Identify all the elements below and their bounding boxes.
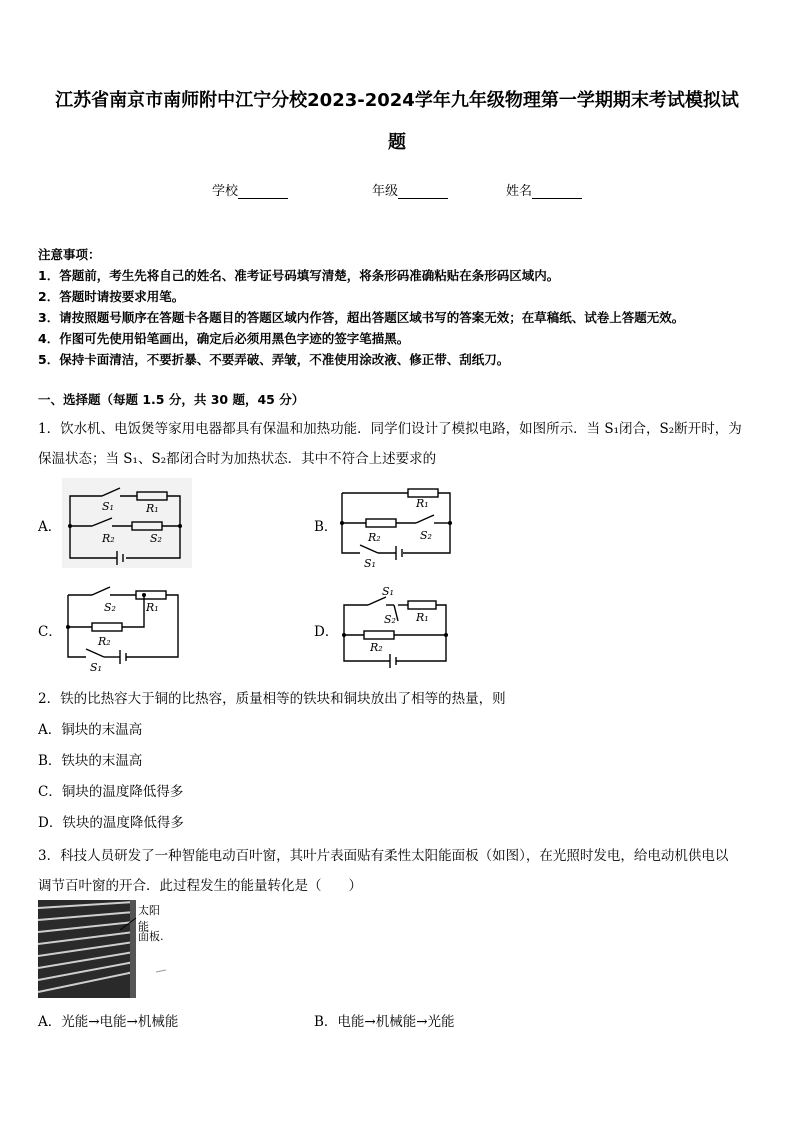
circuit-diagram-a: [62, 478, 192, 568]
q1-option-a-label[interactable]: A．: [38, 519, 62, 535]
question-1-stem-cont: 保温状态；当 S₁、S₂都闭合时为加热状态．其中不符合上述要求的: [38, 451, 437, 467]
label-s1: S₁: [102, 500, 114, 513]
q2-option-d[interactable]: D．铁块的温度降低得多: [38, 815, 184, 831]
q3-option-b[interactable]: B．电能→机械能→光能: [314, 1014, 455, 1030]
section-heading: 一、选择题（每题 1.5 分，共 30 题，45 分）: [38, 392, 305, 407]
school-field[interactable]: [212, 180, 288, 199]
circuit-diagram-d: [340, 583, 452, 669]
name-blank[interactable]: [532, 186, 582, 199]
note-item: 3．请按照题号顺序在答题卡各题目的答题区域内作答，超出答题区域书写的答案无效；在草稿纸、试卷上答题无效。: [38, 310, 685, 325]
label-s1: S₁: [382, 585, 394, 598]
q1-option-c-label[interactable]: C．: [38, 624, 62, 640]
label-r1: R₁: [146, 601, 159, 614]
q2-option-a[interactable]: A．铜块的末温高: [38, 722, 143, 738]
label-s2: S₂: [104, 601, 116, 614]
school-label: 学校: [212, 184, 239, 199]
photo-label-solar: 太阳能: [138, 904, 160, 933]
label-r1: R₁: [416, 611, 429, 624]
grade-label: 年级: [372, 184, 399, 199]
question-3-stem: 3．科技人员研发了一种智能电动百叶窗，其叶片表面贴有柔性太阳能面板（如图），在光照时发电，给电动机供电以: [38, 848, 729, 864]
label-r2: R₂: [98, 635, 111, 648]
label-r1: R₁: [146, 502, 159, 515]
label-s2: S₂: [384, 613, 396, 626]
question-3-stem-cont: 调节百叶窗的开合．此过程发生的能量转化是（ ）: [38, 878, 362, 894]
page-title-continued: 题: [388, 132, 406, 153]
notes-heading: 注意事项：: [38, 247, 101, 262]
school-blank[interactable]: [238, 186, 288, 199]
circuit-diagram-b: [338, 483, 456, 569]
note-item: 4．作图可先使用铅笔画出，确定后必须用黑色字迹的签字笔描黑。: [38, 331, 410, 346]
label-r1: R₁: [416, 497, 429, 510]
circuit-diagram-c: [64, 585, 184, 675]
label-s1: S₁: [90, 661, 102, 674]
q3-option-a[interactable]: A．光能→电能→机械能: [38, 1014, 179, 1030]
label-r2: R₂: [102, 532, 115, 545]
note-item: 1．答题前，考生先将自己的姓名、准考证号码填写清楚，将条形码准确粘贴在条形码区域内。: [38, 268, 560, 283]
label-r2: R₂: [368, 531, 381, 544]
note-item: 5．保持卡面清洁，不要折暴、不要弄破、弄皱，不准使用涂改液、修正带、刮纸刀。: [38, 352, 510, 367]
q1-option-b-label[interactable]: B．: [314, 519, 338, 535]
question-2-stem: 2．铁的比热容大于铜的比热容，质量相等的铁块和铜块放出了相等的热量，则: [38, 691, 506, 707]
label-s2: S₂: [150, 532, 162, 545]
q1-option-d-label[interactable]: D．: [314, 624, 339, 640]
grade-field[interactable]: [372, 180, 448, 199]
note-item: 2．答题时请按要求用笔。: [38, 289, 185, 304]
question-1-stem: 1．饮水机、电饭煲等家用电器都具有保温和加热功能．同学们设计了模拟电路，如图所示．当 S₁闭合，S₂断开时，为: [38, 421, 742, 437]
label-r2: R₂: [370, 641, 383, 654]
name-field[interactable]: [506, 180, 582, 199]
q2-option-b[interactable]: B．铁块的末温高: [38, 753, 143, 769]
page-title: 江苏省南京市南师附中江宁分校2023-2024学年九年级物理第一学期期末考试模拟试: [55, 90, 739, 111]
photo-label-panel: 面板.: [138, 930, 164, 943]
q2-option-c[interactable]: C．铜块的温度降低得多: [38, 784, 184, 800]
label-s2: S₂: [420, 529, 432, 542]
grade-blank[interactable]: [398, 186, 448, 199]
label-s1: S₁: [364, 557, 376, 569]
name-label: 姓名: [506, 184, 533, 199]
blinds-photo: [38, 900, 168, 998]
